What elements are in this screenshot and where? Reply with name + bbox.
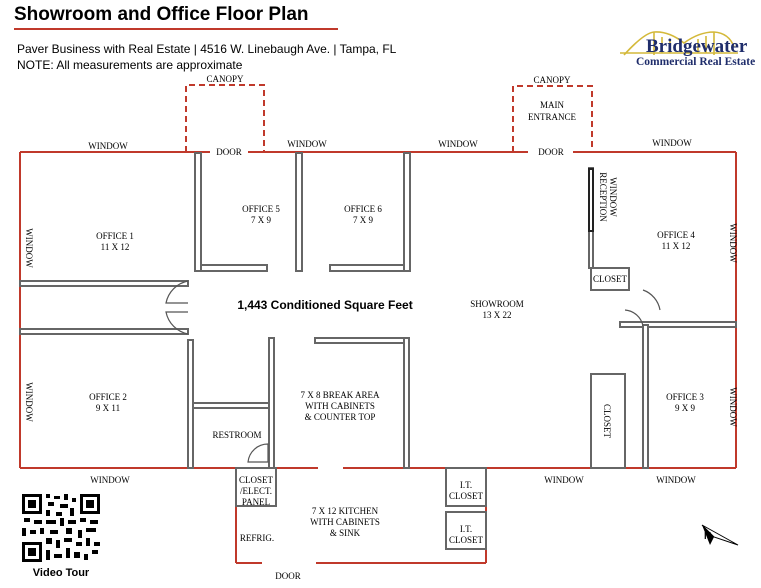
office1-dims: 11 X 12 <box>100 242 130 252</box>
break-area-line3: & COUNTER TOP <box>304 412 376 422</box>
window-label-7: WINDOW <box>656 475 696 485</box>
closet-panel-line3: PANEL <box>241 497 271 507</box>
brand-name: Bridgewater <box>646 36 748 57</box>
window-label-east-1: WINDOW <box>728 223 738 263</box>
it-closet-1-line2: CLOSET <box>448 491 484 501</box>
office4-dims: 11 X 12 <box>661 241 691 251</box>
canopy-label-right: CANOPY <box>533 75 571 85</box>
door-label-right: DOOR <box>538 147 564 157</box>
window-label-west-1: WINDOW <box>24 228 34 268</box>
window-label-1: WINDOW <box>88 141 128 151</box>
office6-dims: 7 X 9 <box>353 215 373 225</box>
office4-name: OFFICE 4 <box>657 230 695 240</box>
office2-name: OFFICE 2 <box>89 392 127 402</box>
north-arrow-icon <box>696 517 740 551</box>
closet-panel-line1: CLOSET <box>238 475 274 485</box>
showroom-dims: 13 X 22 <box>482 310 512 320</box>
office5-name: OFFICE 5 <box>242 204 280 214</box>
window-label-east-2: WINDOW <box>728 387 738 427</box>
restroom-label: RESTROOM <box>212 430 262 440</box>
office1-name: OFFICE 1 <box>96 231 134 241</box>
conditioned-area-label: 1,443 Conditioned Square Feet <box>237 298 413 312</box>
window-label-4: WINDOW <box>652 138 692 148</box>
kitchen-line1: 7 X 12 KITCHEN <box>311 506 379 516</box>
brand-tagline: Commercial Real Estate <box>636 56 756 68</box>
refrig-label: REFRIG. <box>239 533 275 543</box>
reception-label: RECEPTION <box>598 172 608 222</box>
office2-dims: 9 X 11 <box>95 403 121 413</box>
north-letter: N <box>704 531 712 542</box>
closet-label-lower: CLOSET <box>602 403 612 439</box>
door-label-left: DOOR <box>216 147 242 157</box>
window-label-west-2: WINDOW <box>24 382 34 422</box>
closet-panel-line2: /ELECT. <box>239 486 273 496</box>
office3-name: OFFICE 3 <box>666 392 704 402</box>
reception-window-label: WINDOW <box>608 177 618 217</box>
it-closet-2-line1: I.T. <box>459 524 473 534</box>
plan-note: NOTE: All measurements are approximate <box>17 58 243 72</box>
it-closet-1-line1: I.T. <box>459 480 473 490</box>
break-area-line1: 7 X 8 BREAK AREA <box>300 390 380 400</box>
kitchen-line3: & SINK <box>329 528 361 538</box>
break-area-line2: WITH CABINETS <box>305 401 375 411</box>
showroom-name: SHOWROOM <box>470 299 524 309</box>
plan-title: Showroom and Office Floor Plan <box>14 4 309 25</box>
window-label-2: WINDOW <box>287 139 327 149</box>
closet-label-upper: CLOSET <box>592 274 628 284</box>
office3-dims: 9 X 9 <box>675 403 695 413</box>
qr-label: Video Tour <box>32 567 90 579</box>
entrance-label: ENTRANCE <box>528 112 576 122</box>
qr-code-icon[interactable] <box>20 492 102 564</box>
plan-subtitle: Paver Business with Real Estate | 4516 W. Linebaugh Ave. | Tampa, FL <box>17 42 397 56</box>
it-closet-2-line2: CLOSET <box>448 535 484 545</box>
door-label-bottom: DOOR <box>275 571 301 581</box>
window-label-6: WINDOW <box>544 475 584 485</box>
main-label: MAIN <box>540 100 564 110</box>
window-label-5: WINDOW <box>90 475 130 485</box>
kitchen-line2: WITH CABINETS <box>310 517 380 527</box>
canopy-label-left: CANOPY <box>206 74 244 84</box>
office6-name: OFFICE 6 <box>344 204 382 214</box>
window-label-3: WINDOW <box>438 139 478 149</box>
office5-dims: 7 X 9 <box>251 215 271 225</box>
